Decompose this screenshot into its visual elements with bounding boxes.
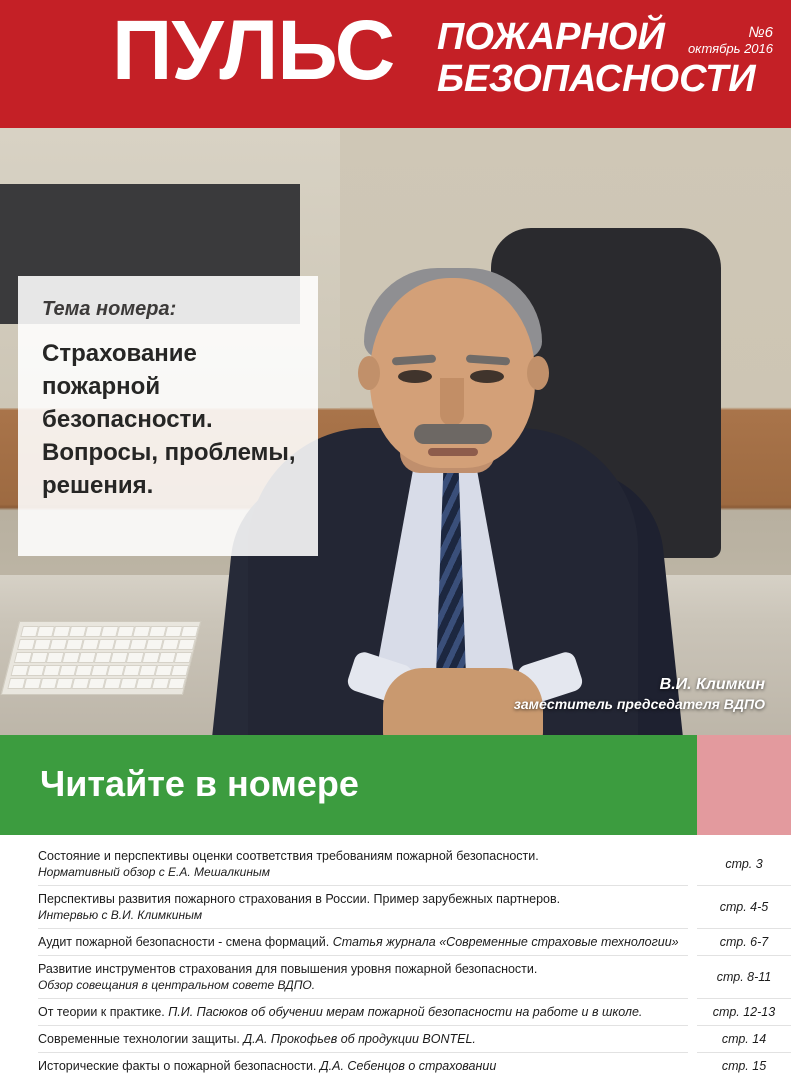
magazine-subtitle-line2: БЕЗОПАСНОСТИ: [437, 58, 756, 100]
contents-entry[interactable]: [38, 929, 688, 956]
contents-entry-title-italic: Д.А. Себенцов о страховании: [316, 1059, 497, 1073]
subject-ear-left: [358, 356, 380, 390]
issue-block: [688, 24, 773, 57]
theme-box: [18, 276, 318, 556]
subject-mustache: [414, 424, 492, 444]
issue-number: №6: [748, 24, 773, 41]
theme-line-4: Вопросы, проблемы,: [42, 439, 296, 466]
photo-keyboard: [1, 621, 201, 695]
subject-ear-right: [527, 356, 549, 390]
theme-line-5: решения.: [42, 472, 154, 499]
photo-caption: [514, 675, 765, 713]
contents-entry-title: Исторические факты о пожарной безопасности. Д.А. Себенцов о страховании: [38, 1059, 497, 1073]
contents-entry-page: стр. 4-5: [697, 886, 791, 929]
theme-line-1: Страхование: [42, 340, 197, 367]
contents-entry-subtitle: Нормативный обзор с Е.А. Мешалкиным: [38, 865, 270, 879]
contents-entry-subtitle: Обзор совещания в центральном совете ВДПО.: [38, 978, 316, 992]
contents-entry-title: От теории к практике. П.И. Пасюков об обучении мерам пожарной безопасности на работе и в школе.: [38, 1005, 643, 1019]
subject-mouth: [428, 448, 478, 456]
contents-entry-page: стр. 3: [697, 843, 791, 886]
contents-entry-title: Развитие инструментов страхования для повышения уровня пожарной безопасности.: [38, 962, 538, 976]
caption-role: заместитель председателя ВДПО: [513, 696, 765, 712]
contents-entry-title-italic: Д.А. Прокофьев об продукции BONTEL.: [239, 1032, 476, 1046]
cover-photo: [0, 128, 791, 735]
caption-name: В.И. Климкин: [659, 676, 765, 693]
subject-eye-right: [470, 370, 504, 383]
theme-line-2: пожарной: [42, 373, 161, 400]
contents-entry-page: стр. 15: [721, 1059, 767, 1073]
contents-entry-title-italic: П.И. Пасюков об обучении мерам пожарной безопасности на работе и в школе.: [164, 1005, 643, 1019]
pages-column: [697, 843, 791, 1079]
theme-label: Тема номера:: [42, 298, 177, 320]
contents-entry[interactable]: [38, 886, 688, 929]
magazine-subtitle-line1: ПОЖАРНОЙ: [437, 16, 665, 58]
contents-list: [38, 843, 688, 1079]
contents-entry[interactable]: [38, 1053, 688, 1079]
contents-entry-page: стр. 12-13: [697, 999, 791, 1026]
contents-entry-page: стр. 14: [697, 1026, 791, 1053]
contents-entry[interactable]: [38, 999, 688, 1026]
subject-nose: [440, 378, 464, 426]
contents-heading-band: [0, 735, 791, 835]
masthead: [0, 0, 791, 128]
contents-entry-title: Состояние и перспективы оценки соответствия требованиям пожарной безопасности.: [38, 849, 539, 863]
theme-line-3: безопасности.: [42, 406, 213, 433]
magazine-title: ПУЛЬС: [112, 3, 395, 97]
contents-entry-title: Аудит пожарной безопасности - смена формаций. Статья журнала «Современные страховые технологии»: [38, 935, 679, 949]
contents-entry[interactable]: [38, 843, 688, 886]
contents-entry[interactable]: [38, 1026, 688, 1053]
contents-entry-subtitle: Интервью с В.И. Климкиным: [38, 908, 203, 922]
theme-text: [42, 337, 298, 502]
contents-entry-title: Современные технологии защиты. Д.А. Прокофьев об продукции BONTEL.: [38, 1032, 476, 1046]
contents-entry[interactable]: [38, 956, 688, 999]
contents-heading: Читайте в номере: [40, 763, 359, 804]
pages-column-header: [697, 735, 791, 835]
contents-entry-title-italic: Статья журнала «Современные страховые технологии»: [329, 935, 679, 949]
issue-date: октябрь 2016: [687, 41, 773, 56]
contents-entry-title: Перспективы развития пожарного страхования в России. Пример зарубежных партнеров.: [38, 892, 561, 906]
subject-eye-left: [398, 370, 432, 383]
contents-entry-page: стр. 8-11: [697, 956, 791, 999]
contents-entry-page: стр. 6-7: [697, 929, 791, 956]
